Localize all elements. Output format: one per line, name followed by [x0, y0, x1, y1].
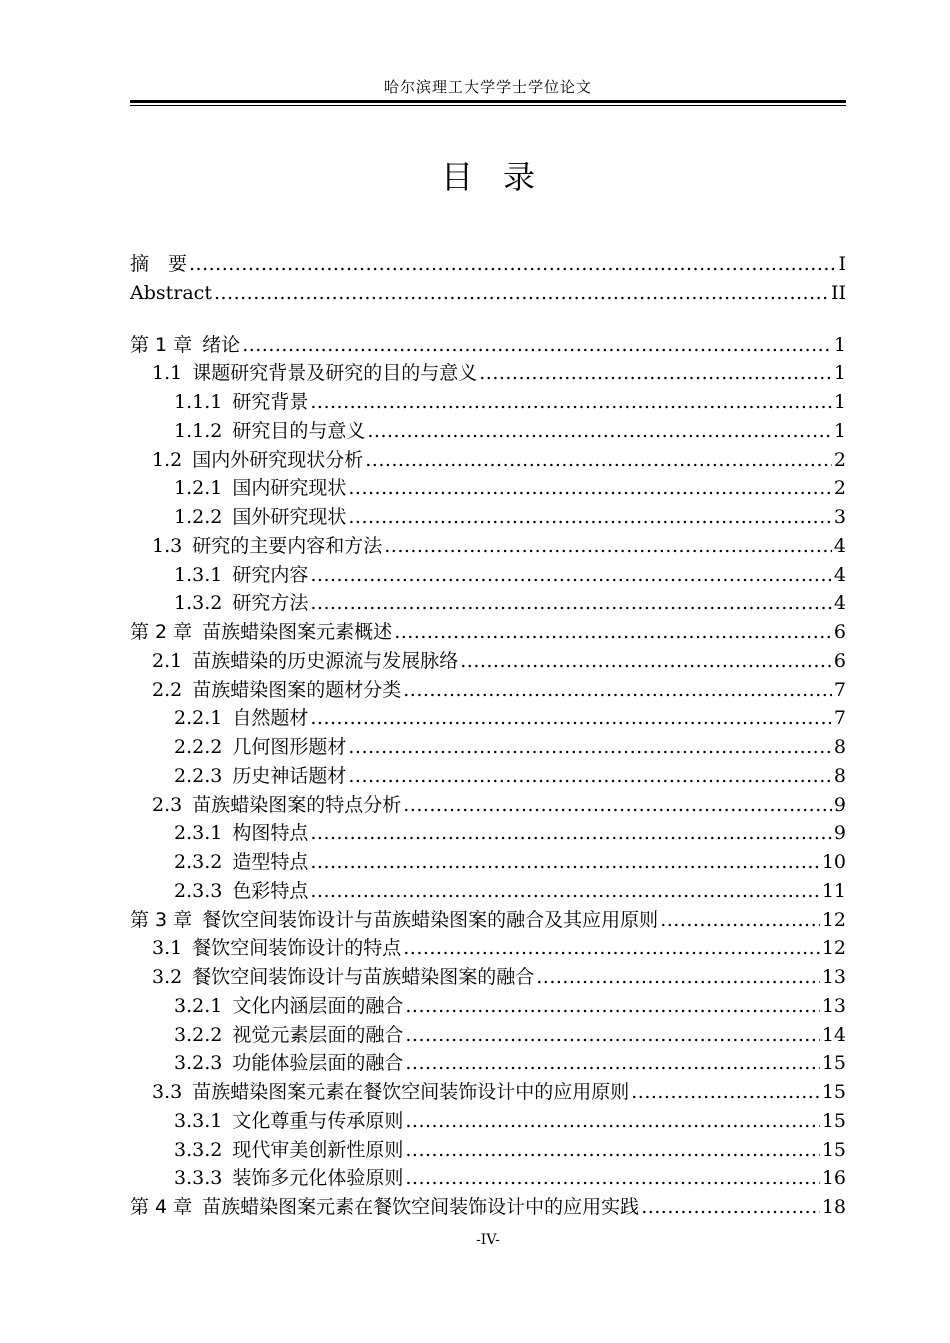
toc-entry-label: 功能体验层面的融合	[232, 1052, 404, 1075]
toc-entry-label: 文化尊重与传承原则	[232, 1109, 404, 1132]
toc-entry[interactable]	[130, 819, 846, 848]
dot-leader	[310, 589, 832, 618]
toc-entry-number: 2.1	[152, 649, 183, 672]
toc-entry-page: 12	[821, 937, 846, 960]
table-of-contents	[130, 250, 846, 1222]
toc-entry[interactable]	[130, 618, 846, 647]
toc-entry-page: 7	[833, 678, 846, 701]
toc-entry-number: 第 4 章	[130, 1196, 193, 1218]
toc-entry-page: 9	[833, 822, 846, 845]
toc-entry-label: Abstract	[130, 281, 212, 304]
page-title: 目录	[440, 158, 565, 196]
dot-leader	[348, 762, 832, 791]
toc-entry-label: 国内研究现状	[232, 477, 347, 500]
toc-entry-number: 3.3	[152, 1081, 183, 1103]
toc-entry-number: 2.2	[152, 678, 183, 701]
toc-entry-number: 1.1.1	[174, 391, 223, 413]
toc-entry-page: 18	[821, 1196, 846, 1218]
dot-leader	[405, 1164, 819, 1193]
toc-entry-page: 1	[833, 391, 846, 413]
toc-entry-page: 6	[833, 649, 846, 672]
toc-entry[interactable]	[130, 1078, 846, 1107]
dot-leader	[405, 1049, 819, 1078]
dot-leader	[310, 819, 832, 848]
toc-entry-label: 苗族蜡染图案元素在餐饮空间装饰设计中的应用原则	[192, 1081, 630, 1103]
toc-entry[interactable]	[130, 1021, 846, 1050]
dot-leader	[405, 1107, 819, 1136]
toc-entry-page: 1	[833, 419, 846, 442]
toc-entry-label: 苗族蜡染图案的特点分析	[192, 793, 402, 816]
dot-leader	[310, 704, 832, 733]
toc-entry[interactable]	[130, 359, 846, 388]
dot-leader	[479, 359, 832, 388]
toc-entry-page: 15	[821, 1081, 846, 1103]
toc-entry[interactable]	[130, 704, 846, 733]
toc-entry-label: 绪论	[202, 333, 241, 356]
toc-entry-label: 餐饮空间装饰设计与苗族蜡染图案的融合及其应用原则	[202, 908, 659, 931]
toc-entry-page: 15	[821, 1109, 846, 1132]
dot-leader	[394, 618, 832, 647]
toc-entry[interactable]	[130, 417, 846, 446]
toc-entry[interactable]	[130, 647, 846, 676]
toc-entry-label: 研究方法	[232, 592, 309, 615]
toc-entry-label: 苗族蜡染的历史源流与发展脉络	[192, 649, 459, 672]
toc-entry[interactable]	[130, 561, 846, 590]
toc-entry-page: 8	[833, 736, 846, 758]
dot-leader	[403, 676, 832, 705]
toc-entry-page: 10	[821, 851, 846, 873]
toc-entry-number: 2.3.3	[174, 879, 223, 902]
toc-entry-page: 15	[821, 1138, 846, 1161]
toc-entry[interactable]	[130, 676, 846, 705]
toc-entry[interactable]	[130, 1164, 846, 1193]
toc-entry-number: 1.3.1	[174, 563, 223, 586]
toc-entry[interactable]	[130, 877, 846, 906]
dot-leader	[310, 561, 832, 590]
toc-entry-page: 13	[821, 966, 846, 988]
toc-entry-number: 1.2.2	[174, 506, 223, 528]
toc-entry-page: 12	[821, 908, 846, 931]
toc-entry-page: 2	[833, 477, 846, 500]
toc-gap	[130, 308, 846, 331]
toc-entry-number: 1.3.2	[174, 592, 223, 615]
dot-leader	[348, 733, 832, 762]
dot-leader	[660, 906, 820, 935]
dot-leader	[214, 279, 829, 308]
toc-entry-number: 1.1	[152, 362, 183, 385]
toc-entry-label: 餐饮空间装饰设计与苗族蜡染图案的融合	[192, 966, 535, 988]
toc-entry[interactable]	[130, 503, 846, 532]
toc-body	[130, 331, 846, 1222]
toc-entry-page: 15	[821, 1052, 846, 1075]
dot-leader	[460, 647, 832, 676]
toc-entry[interactable]	[130, 279, 846, 308]
toc-entry-label: 色彩特点	[232, 879, 309, 902]
dot-leader	[536, 963, 820, 992]
toc-entry-page: 8	[833, 764, 846, 787]
toc-entry-label: 研究背景	[232, 391, 309, 413]
toc-entry-number: 2.3.1	[174, 822, 223, 845]
toc-entry-page: 11	[821, 879, 846, 902]
toc-entry-label: 文化内涵层面的融合	[232, 994, 404, 1017]
dot-leader	[631, 1078, 820, 1107]
toc-entry-page: II	[830, 281, 846, 304]
toc-entry[interactable]	[130, 1193, 846, 1222]
toc-entry-label: 苗族蜡染图案的题材分类	[192, 678, 402, 701]
toc-entry-label: 视觉元素层面的融合	[232, 1023, 404, 1046]
toc-entry[interactable]	[130, 848, 846, 877]
toc-entry[interactable]	[130, 250, 846, 279]
dot-leader	[310, 877, 819, 906]
toc-entry-page: 4	[833, 592, 846, 615]
toc-entry-label: 几何图形题材	[232, 736, 347, 758]
toc-entry-label: 苗族蜡染图案元素在餐饮空间装饰设计中的应用实践	[202, 1196, 640, 1218]
toc-entry-number: 2.2.1	[174, 707, 223, 730]
toc-front-matter	[130, 250, 846, 308]
toc-entry-label: 构图特点	[232, 822, 309, 845]
toc-entry-number: 1.2.1	[174, 477, 223, 500]
dot-leader	[348, 474, 832, 503]
toc-entry-page: 4	[833, 563, 846, 586]
toc-entry-label: 现代审美创新性原则	[232, 1138, 404, 1161]
dot-leader	[405, 1021, 819, 1050]
toc-entry-number: 3.2.3	[174, 1052, 223, 1075]
toc-entry[interactable]	[130, 1136, 846, 1165]
toc-entry-page: 16	[821, 1167, 846, 1190]
toc-entry-page: 4	[833, 534, 846, 557]
toc-entry-number: 3.3.1	[174, 1109, 223, 1132]
toc-entry-label: 课题研究背景及研究的目的与意义	[192, 362, 478, 385]
toc-entry-label: 国内外研究现状分析	[192, 448, 364, 471]
dot-leader	[641, 1193, 820, 1222]
toc-entry-page: I	[838, 253, 846, 275]
toc-entry-number: 3.2	[152, 966, 183, 988]
toc-entry-label: 国外研究现状	[232, 506, 347, 528]
toc-entry[interactable]	[130, 388, 846, 417]
toc-entry-label: 造型特点	[232, 851, 309, 873]
dot-leader	[403, 791, 832, 820]
toc-entry-number: 1.3	[152, 534, 183, 557]
toc-entry[interactable]	[130, 762, 846, 791]
toc-entry-label: 历史神话题材	[232, 764, 347, 787]
toc-entry[interactable]	[130, 733, 846, 762]
dot-leader	[384, 532, 832, 561]
toc-entry-page: 1	[833, 333, 846, 356]
toc-entry[interactable]	[130, 1049, 846, 1078]
header-rule-thick	[130, 100, 846, 103]
dot-leader	[403, 934, 820, 963]
toc-entry-label: 研究的主要内容和方法	[192, 534, 383, 557]
toc-entry-number: 3.2.1	[174, 994, 223, 1017]
dot-leader	[405, 1136, 819, 1165]
toc-entry-number: 3.3.2	[174, 1138, 223, 1161]
toc-entry-page: 9	[833, 793, 846, 816]
toc-entry-label: 装饰多元化体验原则	[232, 1167, 404, 1190]
toc-entry-page: 6	[833, 621, 846, 643]
header-rule-thin	[130, 105, 846, 106]
toc-entry[interactable]	[130, 331, 846, 360]
toc-entry-page: 14	[821, 1023, 846, 1046]
toc-entry-number: 3.2.2	[174, 1023, 223, 1046]
toc-entry[interactable]	[130, 446, 846, 475]
dot-leader	[242, 331, 832, 360]
toc-entry-number: 1.1.2	[174, 419, 223, 442]
toc-entry-page: 13	[821, 994, 846, 1017]
toc-entry[interactable]	[130, 791, 846, 820]
toc-entry[interactable]	[130, 934, 846, 963]
toc-entry-number: 第 1 章	[130, 333, 193, 356]
toc-entry-number: 2.3	[152, 793, 183, 816]
toc-entry-number: 2.2.2	[174, 736, 223, 758]
dot-leader	[189, 250, 836, 279]
toc-entry-label: 研究目的与意义	[232, 419, 366, 442]
toc-entry-label: 自然题材	[232, 707, 309, 730]
toc-entry-label: 研究内容	[232, 563, 309, 586]
dot-leader	[365, 446, 832, 475]
toc-entry-number: 2.2.3	[174, 764, 223, 787]
toc-entry-number: 第 3 章	[130, 908, 193, 931]
toc-entry-page: 3	[833, 506, 846, 528]
page-number: -IV-	[476, 1232, 500, 1248]
dot-leader	[405, 992, 819, 1021]
dot-leader	[310, 388, 832, 417]
toc-entry[interactable]	[130, 589, 846, 618]
toc-entry[interactable]	[130, 906, 846, 935]
dot-leader	[367, 417, 832, 446]
toc-entry-number: 3.3.3	[174, 1167, 223, 1190]
dot-leader	[348, 503, 832, 532]
toc-entry[interactable]	[130, 1107, 846, 1136]
toc-entry[interactable]	[130, 532, 846, 561]
toc-entry[interactable]	[130, 992, 846, 1021]
toc-entry-page: 2	[833, 448, 846, 471]
running-header: 哈尔滨理工大学学士学位论文	[383, 78, 592, 96]
toc-entry-label: 苗族蜡染图案元素概述	[202, 621, 393, 643]
toc-entry-page: 1	[833, 362, 846, 385]
toc-entry[interactable]	[130, 474, 846, 503]
toc-entry-number: 1.2	[152, 448, 183, 471]
toc-entry-page: 7	[833, 707, 846, 730]
toc-entry-number: 2.3.2	[174, 851, 223, 873]
dot-leader	[310, 848, 819, 877]
toc-entry-number: 3.1	[152, 937, 183, 960]
toc-entry[interactable]	[130, 963, 846, 992]
toc-entry-label: 摘 要	[130, 253, 188, 275]
toc-entry-number: 第 2 章	[130, 621, 193, 643]
toc-entry-label: 餐饮空间装饰设计的特点	[192, 937, 402, 960]
